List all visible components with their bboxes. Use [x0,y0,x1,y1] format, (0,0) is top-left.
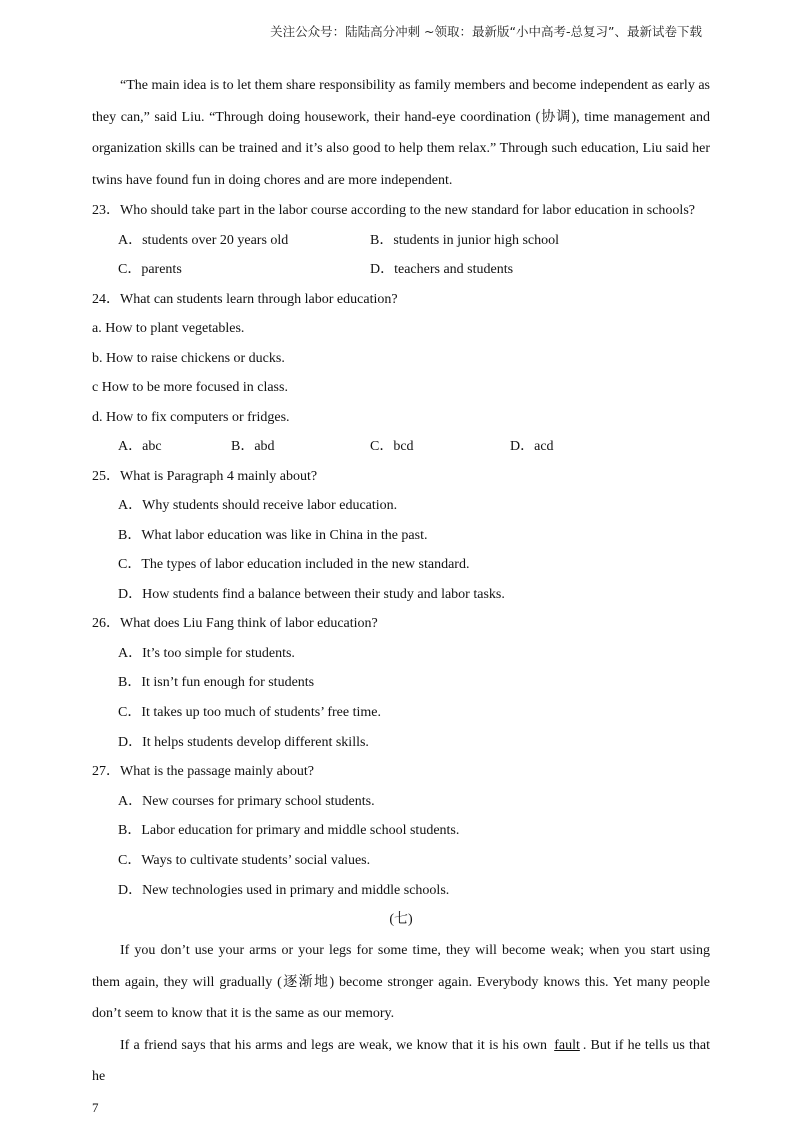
option-d: D．New technologies used in primary and middle schools. [118,882,450,898]
option-a: A．It’s too simple for students. [118,645,295,661]
question-26 [92,609,710,757]
question-25 [92,462,710,610]
page-header: 关注公众号：陆陆高分冲刺 ~领取：最新版“小中高考-总复习”、最新试卷下载 [270,24,702,39]
underlined-word: fault [554,1037,580,1053]
text-span: If a friend says that his arms and legs are weak, we know that it is his own [120,1037,548,1053]
option-row [92,255,710,285]
list-item: a. How to plant vegetables. [92,321,245,336]
passage-paragraph [92,1030,710,1093]
question-23 [92,196,710,285]
option-a: A．New courses for primary school students. [118,793,375,809]
option-d: D．acd [510,439,554,454]
option-c: C．Ways to cultivate students’ social values. [118,852,371,868]
option-c: C．parents [118,262,182,277]
option-b: B．Labor education for primary and middle school students. [118,823,460,839]
list-item: d. How to fix computers or fridges. [92,409,290,425]
list-item: c How to be more focused in class. [92,380,288,395]
document-body [92,70,710,1093]
question-stem: 24．What can students learn through labor education? [92,291,398,307]
text-span: . But if he tells us that he [92,1037,710,1085]
option-row [92,226,710,256]
option-c: C．bcd [370,439,414,454]
option-c: C．The types of labor education included in the new standard. [118,557,470,573]
question-stem: 27．What is the passage mainly about? [92,764,314,780]
option-row [92,432,710,462]
passage-paragraph: If you don’t use your arms or your legs for some time, they will become weak; when you start using them again, they will gradually (逐渐地) become stronger again. Everybody knows this. Yet many people don’t seem to know that it is the same as our memory. [92,943,710,1022]
option-a: A．abc [118,439,162,454]
option-d: D．How students find a balance between their study and labor tasks. [118,586,505,602]
option-c: C．It takes up too much of students’ free time. [118,705,381,721]
option-b: B．abd [231,439,275,454]
option-b: B．What labor education was like in China in the past. [118,527,428,543]
passage-paragraph: “The main idea is to let them share responsibility as family members and become independent as early as they can,” said Liu. “Through doing housework, their hand-eye coordination (协调), time management and organization skills can be trained and it’s also good to help them relax.” Through such education, Liu said her twins have found fun in doing chores and are more independent. [92,78,710,188]
page-number: 7 [92,1100,99,1115]
option-d: D．teachers and students [370,262,514,277]
section-title: (七) [389,912,413,928]
question-stem: 26．What does Liu Fang think of labor education? [92,616,378,632]
question-24 [92,285,710,462]
option-a: A．students over 20 years old [118,232,289,248]
option-d: D．It helps students develop different skills. [118,734,369,750]
option-b: B．students in junior high school [370,232,559,248]
option-a: A．Why students should receive labor education. [118,498,398,513]
question-stem: 25．What is Paragraph 4 mainly about? [92,468,318,484]
question-27 [92,757,710,905]
list-item: b. How to raise chickens or ducks. [92,350,285,366]
question-stem: 23．Who should take part in the labor course according to the new standard for labor education in schools? [92,203,695,218]
option-b: B．It isn’t fun enough for students [118,675,315,691]
